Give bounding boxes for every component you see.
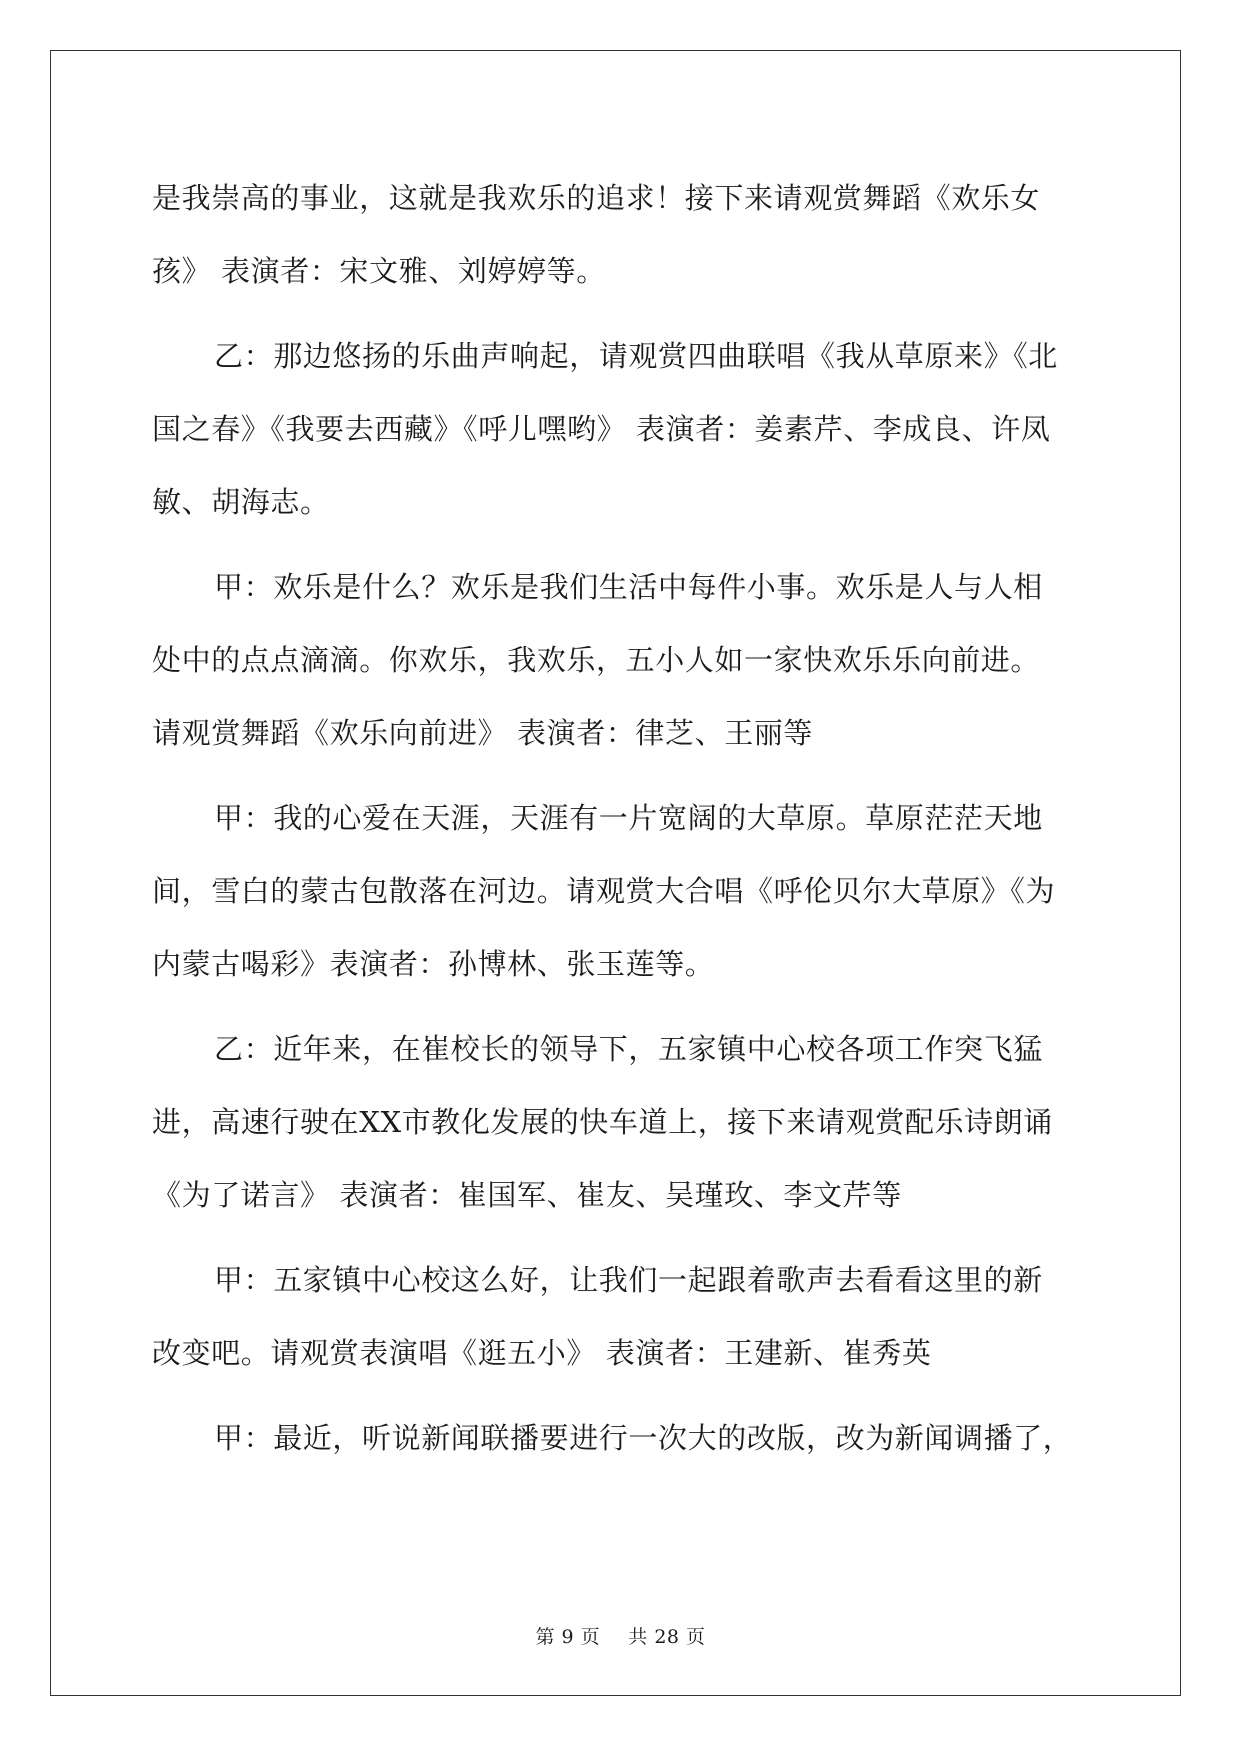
text-line: 甲：欢乐是什么？欢乐是我们生活中每件小事。欢乐是人与人相 bbox=[214, 570, 1043, 604]
document-body bbox=[152, 162, 1090, 1475]
text-line: 处中的点点滴滴。你欢乐，我欢乐，五小人如一家快欢乐乐向前进。 bbox=[152, 643, 1041, 677]
text-line: 敏、胡海志。 bbox=[152, 485, 330, 519]
text-line: 乙：近年来，在崔校长的领导下，五家镇中心校各项工作突飞猛 bbox=[214, 1032, 1043, 1066]
text-line: 甲：五家镇中心校这么好，让我们一起跟着歌声去看看这里的新 bbox=[214, 1263, 1043, 1297]
text-line: 进，高速行驶在XX市教化发展的快车道上，接下来请观赏配乐诗朗诵 bbox=[152, 1105, 1053, 1139]
text-line: 改变吧。请观赏表演唱《逛五小》 表演者：王建新、崔秀英 bbox=[152, 1336, 932, 1370]
text-line: 《为了诺言》 表演者：崔国军、崔友、吴瑾玫、李文芹等 bbox=[152, 1178, 902, 1212]
page-footer bbox=[0, 1622, 1241, 1649]
text-line: 是我崇高的事业，这就是我欢乐的追求！接下来请观赏舞蹈《欢乐女 bbox=[152, 181, 1041, 215]
text-line: 甲：我的心爱在天涯，天涯有一片宽阔的大草原。草原茫茫天地 bbox=[214, 801, 1043, 835]
text-line: 乙：那边悠扬的乐曲声响起，请观赏四曲联唱《我从草原来》《北 bbox=[214, 339, 1058, 373]
text-line: 请观赏舞蹈《欢乐向前进》 表演者：律芝、王丽等 bbox=[152, 716, 814, 750]
text-line: 甲：最近，听说新闻联播要进行一次大的改版，改为新闻调播了， bbox=[214, 1421, 1073, 1455]
page-total: 共 28 页 bbox=[628, 1626, 706, 1648]
text-line: 孩》 表演者：宋文雅、刘婷婷等。 bbox=[152, 254, 606, 288]
text-line: 内蒙古喝彩》表演者：孙博林、张玉莲等。 bbox=[152, 947, 715, 981]
page-number: 第 9 页 bbox=[535, 1626, 601, 1648]
text-line: 国之春》《我要去西藏》《呼儿嘿哟》 表演者：姜素芹、李成良、许凤 bbox=[152, 412, 1051, 446]
text-line: 间，雪白的蒙古包散落在河边。请观赏大合唱《呼伦贝尔大草原》《为 bbox=[152, 874, 1056, 908]
